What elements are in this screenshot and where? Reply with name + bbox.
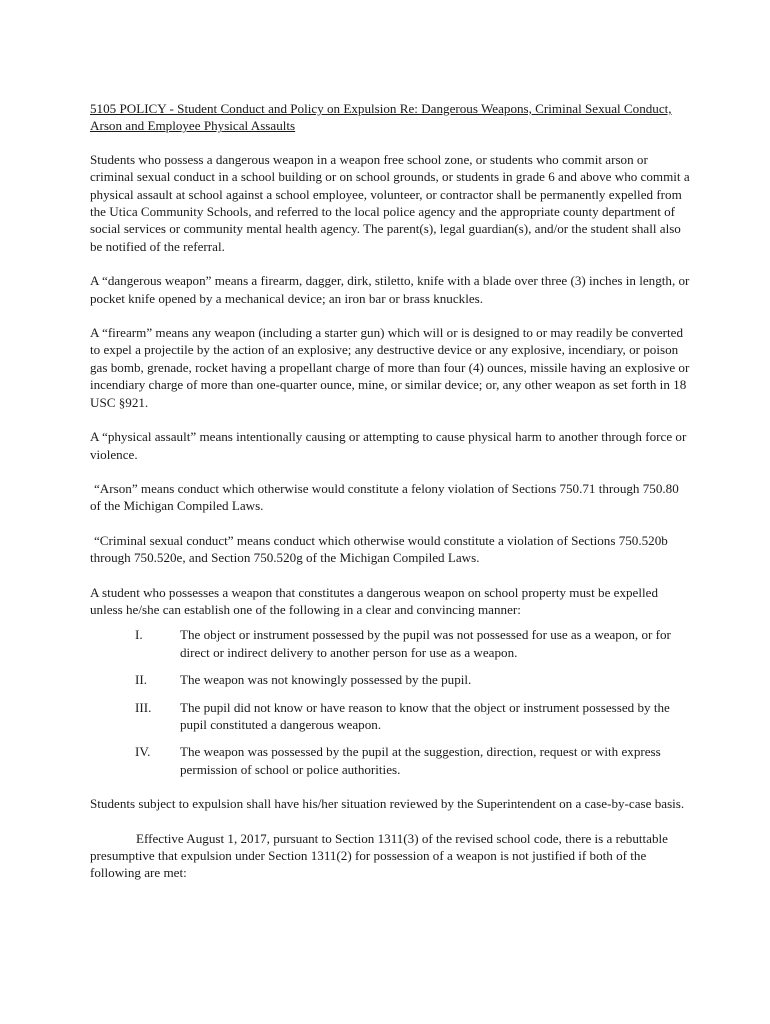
review-paragraph: Students subject to expulsion shall have his/her situation reviewed by the Superintendent on a case-by-case basis. bbox=[90, 796, 685, 812]
list-numeral: II. bbox=[135, 672, 147, 688]
list-numeral: I. bbox=[135, 627, 143, 643]
policy-title: 5105 POLICY - Student Conduct and Policy on Expulsion Re: Dangerous Weapons, Criminal Sexual Conduct, Arson and Employee Physical Assaults bbox=[90, 101, 672, 134]
firearm-definition: A “firearm” means any weapon (including a starter gun) which will or is designed to or may readily be converted to expel a projectile by the action of an explosive; any destructive device or any explosive, incendiary, or poison gas bomb, grenade, rocket having a propellant charge of more than four (4) ounces, missile having an explosive or incendiary charge of more than one-quarter ounce, mine, or similar device; or, any other weapon as set forth in 18 USC §921. bbox=[90, 325, 690, 410]
list-item bbox=[90, 671, 690, 688]
effective-date-paragraph: Effective August 1, 2017, pursuant to Section 1311(3) of the revised school code, there is a rebuttable presumptive that expulsion under Section 1311(2) for possession of a weapon is not justified if both of the following are met: bbox=[90, 830, 668, 881]
criteria-list bbox=[90, 626, 690, 778]
arson-definition bbox=[90, 480, 690, 515]
intro-paragraph: Students who possess a dangerous weapon in a weapon free school zone, or students who commit arson or criminal sexual conduct in a school building or on school grounds, or students in grade 6 and above who commit a physical assault at school against a school employee, volunteer, or contractor shall be permanently expelled from the Utica Community Schools, and referred to the local police agency and the appropriate county department of social services or community mental health agency. The parent(s), legal guardian(s), and/or the student shall also be notified of the referral. bbox=[90, 151, 690, 254]
list-item bbox=[90, 699, 690, 734]
expulsion-rule-paragraph: A student who possesses a weapon that constitutes a dangerous weapon on school property must be expelled unless he/she can establish one of the following in a clear and convincing manner: bbox=[90, 584, 659, 617]
document-page bbox=[90, 100, 690, 899]
list-item-text: The pupil did not know or have reason to know that the object or instrument possessed by the pupil constituted a dangerous weapon. bbox=[180, 699, 670, 732]
list-item-text: The weapon was not knowingly possessed by the pupil. bbox=[180, 672, 472, 688]
list-numeral: III. bbox=[135, 699, 152, 715]
criminal-sexual-conduct-definition bbox=[90, 532, 690, 567]
list-numeral: IV. bbox=[135, 744, 151, 760]
physical-assault-definition: A “physical assault” means intentionally causing or attempting to cause physical harm to another through force or violence. bbox=[90, 429, 687, 462]
list-item bbox=[90, 626, 690, 661]
criminal-sexual-conduct-text: “Criminal sexual conduct” means conduct which otherwise would constitute a violation of Sections 750.520b through 750.520e, and Section 750.520g of the Michigan Compiled Laws. bbox=[90, 532, 668, 566]
list-item bbox=[90, 743, 690, 778]
dangerous-weapon-definition: A “dangerous weapon” means a firearm, dagger, dirk, stiletto, knife with a blade over three (3) inches in length, or pocket knife opened by a mechanical device; an iron bar or brass knuckles. bbox=[90, 273, 690, 306]
list-item-text: The object or instrument possessed by the pupil was not possessed for use as a weapon, or for direct or indirect delivery to another person for use as a weapon. bbox=[180, 627, 671, 660]
arson-definition-text: “Arson” means conduct which otherwise would constitute a felony violation of Sections 750.71 through 750.80 of the Michigan Compiled Laws. bbox=[90, 480, 679, 514]
list-item-text: The weapon was possessed by the pupil at the suggestion, direction, request or with express permission of school or police authorities. bbox=[180, 744, 661, 777]
